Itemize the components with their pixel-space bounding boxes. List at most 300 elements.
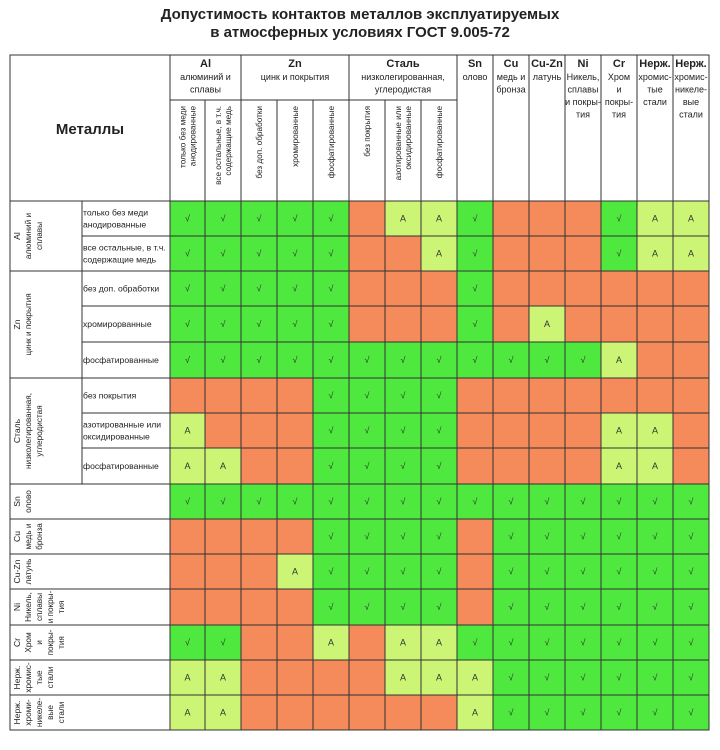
column-group-code: Нерж. xyxy=(639,58,671,70)
cell-mark: √ xyxy=(256,248,262,259)
row-group-code: Sn xyxy=(12,496,22,507)
cell-mark: √ xyxy=(508,672,514,683)
column-subheader: азотированные или xyxy=(394,106,403,181)
cell xyxy=(673,448,709,484)
cell-mark: √ xyxy=(256,496,262,507)
row-group-code: Нерж. xyxy=(12,700,22,725)
cell-mark: √ xyxy=(652,496,658,507)
cell-mark: √ xyxy=(400,390,406,401)
column-group-label: и xyxy=(616,84,622,95)
cell-mark: А xyxy=(435,213,443,224)
cell xyxy=(313,695,349,730)
cell xyxy=(457,519,493,554)
cell-mark: √ xyxy=(652,602,658,612)
cell-mark: √ xyxy=(328,425,334,436)
cell xyxy=(529,378,565,413)
row-label: только без меди xyxy=(83,207,149,218)
column-group-label: Никель, xyxy=(566,72,600,82)
column-group-code: Сталь xyxy=(386,58,420,70)
row-group-label: тые xyxy=(35,670,44,685)
row-group-label: покры- xyxy=(46,629,55,656)
cell-mark: √ xyxy=(508,355,514,365)
cell-mark: √ xyxy=(436,461,442,471)
cell-mark: √ xyxy=(220,355,226,365)
cell xyxy=(565,378,601,413)
cell-mark: √ xyxy=(508,531,514,542)
cell-mark: √ xyxy=(328,319,334,329)
cell-mark: √ xyxy=(364,390,370,401)
cell xyxy=(565,448,601,484)
cell-mark: А xyxy=(399,637,407,648)
cell xyxy=(601,271,637,306)
cell xyxy=(565,236,601,271)
cell-mark: А xyxy=(327,637,335,648)
cell xyxy=(349,695,385,730)
cell xyxy=(493,413,529,448)
cell-mark: √ xyxy=(436,566,442,577)
cell xyxy=(565,271,601,306)
column-group-label: тия xyxy=(575,109,591,120)
cell-mark: А xyxy=(399,213,407,224)
cell-mark: А xyxy=(219,672,227,683)
cell-mark: √ xyxy=(472,283,478,294)
cell xyxy=(385,236,421,271)
cell-mark: √ xyxy=(544,496,550,507)
cell xyxy=(529,201,565,236)
cell-mark: √ xyxy=(400,566,406,577)
cell-mark: А xyxy=(543,319,551,329)
cell-mark: √ xyxy=(652,566,658,577)
cell xyxy=(349,306,385,342)
cell-mark: А xyxy=(471,707,479,718)
row-group-code: Cu-Zn xyxy=(12,559,22,584)
cell xyxy=(637,306,673,342)
cell-mark: √ xyxy=(256,319,262,329)
title-line-2: в атмосферных условиях ГОСТ 9.005-72 xyxy=(210,24,510,41)
cell-mark: √ xyxy=(436,602,442,612)
cell xyxy=(457,448,493,484)
cell-mark: √ xyxy=(436,390,442,401)
row-label: оксидированные xyxy=(83,431,150,442)
cell xyxy=(493,236,529,271)
row-group-label: углеродистая xyxy=(35,405,44,457)
cell xyxy=(241,519,277,554)
row-group-code: Cr xyxy=(12,637,22,648)
row-label: хромирорванные xyxy=(83,319,152,329)
column-subheader: оксидированные xyxy=(404,106,413,170)
cell-mark: √ xyxy=(508,602,514,612)
cell xyxy=(457,589,493,625)
cell-mark: √ xyxy=(472,637,478,648)
column-subheader: без доп. обработки xyxy=(255,106,264,179)
column-group-code: Sn xyxy=(467,58,483,70)
row-label: все остальные, в т.ч. xyxy=(83,242,166,253)
cell-mark: √ xyxy=(436,425,442,436)
cell-mark: А xyxy=(651,213,659,224)
cell-mark: √ xyxy=(220,283,226,294)
cell xyxy=(673,271,709,306)
cell-mark: А xyxy=(219,461,227,471)
column-group-label: стали xyxy=(643,97,667,107)
cell-mark: √ xyxy=(364,566,370,577)
cell-mark: √ xyxy=(544,602,550,612)
row-group-label: алюминий и xyxy=(24,212,33,260)
column-subheader: содержащие медь xyxy=(224,106,233,176)
cell xyxy=(457,554,493,589)
column-group-label: латунь xyxy=(532,72,562,82)
cell xyxy=(313,660,349,695)
cell xyxy=(421,271,457,306)
cell-mark: А xyxy=(435,672,443,683)
cell xyxy=(277,660,313,695)
cell-mark: √ xyxy=(688,672,694,683)
corner-label: Металлы xyxy=(55,121,125,138)
cell xyxy=(529,448,565,484)
column-group-label: углеродистая xyxy=(374,84,432,95)
cell xyxy=(277,589,313,625)
cell-mark: √ xyxy=(508,707,514,718)
cell-mark: √ xyxy=(400,602,406,612)
cell xyxy=(241,660,277,695)
cell-mark: √ xyxy=(436,355,442,365)
row-group-label: низколегированная, xyxy=(24,392,33,470)
cell-mark: √ xyxy=(580,637,586,648)
cell-mark: √ xyxy=(472,248,478,259)
column-group-code: Нерж. xyxy=(675,58,707,70)
row-group-label: хроми- xyxy=(24,699,33,726)
cell-mark: √ xyxy=(472,496,478,507)
cell xyxy=(277,448,313,484)
column-group-label: олово xyxy=(462,72,488,82)
cell xyxy=(349,660,385,695)
cell-mark: √ xyxy=(508,566,514,577)
cell-mark: √ xyxy=(220,319,226,329)
cell xyxy=(565,306,601,342)
cell-mark: А xyxy=(184,707,191,718)
cell-mark: √ xyxy=(652,637,658,648)
cell xyxy=(349,236,385,271)
cell-mark: √ xyxy=(580,566,586,577)
cell-mark: √ xyxy=(185,319,190,329)
cell-mark: А xyxy=(184,461,191,471)
cell-mark: √ xyxy=(580,355,586,365)
column-group-label: низколегированная, xyxy=(361,72,445,82)
column-group-label: хромис- xyxy=(674,72,708,82)
cell-mark: √ xyxy=(436,531,442,542)
cell xyxy=(241,695,277,730)
cell xyxy=(170,519,205,554)
cell-mark: √ xyxy=(328,390,334,401)
cell-mark: √ xyxy=(508,637,514,648)
cell xyxy=(277,695,313,730)
cell xyxy=(457,378,493,413)
cell-mark: √ xyxy=(580,531,586,542)
cell xyxy=(601,378,637,413)
cell xyxy=(241,378,277,413)
cell xyxy=(205,589,241,625)
cell xyxy=(385,306,421,342)
cell xyxy=(457,413,493,448)
cell-mark: √ xyxy=(328,461,334,471)
row-group-label: вые xyxy=(46,705,55,720)
row-label: без доп. обработки xyxy=(83,283,160,294)
cell xyxy=(241,625,277,660)
column-group-code: Ni xyxy=(577,58,589,70)
cell-mark: √ xyxy=(364,355,370,365)
cell-mark: √ xyxy=(472,213,478,224)
cell-mark: А xyxy=(435,248,443,259)
column-group-label: никеле- xyxy=(675,84,707,95)
row-label: без покрытия xyxy=(83,390,137,401)
cell xyxy=(241,448,277,484)
cell-mark: √ xyxy=(292,496,298,507)
row-group-label: тия xyxy=(57,600,66,614)
row-group-label: никеле- xyxy=(35,697,44,728)
cell-mark: √ xyxy=(185,213,190,224)
cell xyxy=(385,271,421,306)
column-group-code: Al xyxy=(200,58,211,70)
row-group-label: и покры- xyxy=(46,590,55,624)
cell-mark: √ xyxy=(652,707,658,718)
cell-mark: √ xyxy=(400,425,406,436)
cell-mark: √ xyxy=(508,496,514,507)
cell-mark: √ xyxy=(364,425,370,436)
row-group-label: олово xyxy=(24,490,33,513)
cell-mark: √ xyxy=(185,637,190,648)
cell-mark: √ xyxy=(688,496,694,507)
cell-mark: √ xyxy=(652,672,658,683)
cell-mark: √ xyxy=(185,283,190,294)
cell xyxy=(170,378,205,413)
cell-mark: √ xyxy=(688,637,694,648)
cell-mark: √ xyxy=(616,602,622,612)
cell-mark: А xyxy=(615,425,623,436)
column-group-code: Cu-Zn xyxy=(531,58,563,70)
row-group-label: сплавы xyxy=(35,592,44,622)
cell-mark: √ xyxy=(688,707,694,718)
row-group-code: Al xyxy=(12,232,22,240)
cell-mark: √ xyxy=(616,637,622,648)
cell-mark: √ xyxy=(544,355,550,365)
column-subheader: анодированные xyxy=(188,106,198,167)
cell-mark: А xyxy=(651,461,659,471)
column-group-code: Cu xyxy=(503,58,519,70)
cell xyxy=(241,589,277,625)
row-group-code: Ni xyxy=(12,602,22,612)
cell xyxy=(565,413,601,448)
cell xyxy=(205,413,241,448)
cell-mark: √ xyxy=(328,496,334,507)
row-group-label: цинк и покрытия xyxy=(24,293,33,356)
column-group-label: вые xyxy=(682,97,700,107)
cell-mark: А xyxy=(687,213,695,224)
row-group-label: латунь xyxy=(24,558,33,585)
cell-mark: √ xyxy=(364,602,370,612)
cell-mark: А xyxy=(291,566,299,577)
cell-mark: √ xyxy=(220,637,226,648)
row-group-code: Zn xyxy=(12,319,22,330)
cell xyxy=(529,271,565,306)
cell xyxy=(637,378,673,413)
cell-mark: √ xyxy=(292,283,298,294)
cell-mark: √ xyxy=(400,496,406,507)
cell-mark: А xyxy=(184,672,191,683)
column-group-code: Zn xyxy=(288,58,302,70)
cell xyxy=(673,413,709,448)
cell-mark: √ xyxy=(328,213,334,224)
column-group-label: сплавы xyxy=(190,84,221,95)
column-group-label: сплавы xyxy=(567,84,599,95)
cell xyxy=(170,554,205,589)
cell-mark: √ xyxy=(364,531,370,542)
cell-mark: А xyxy=(687,248,695,259)
cell-mark: √ xyxy=(328,283,334,294)
column-subheader: только без меди xyxy=(178,106,188,168)
row-label: фосфатированные xyxy=(83,355,159,365)
cell-mark: √ xyxy=(544,637,550,648)
cell-mark: √ xyxy=(328,566,334,577)
cell-mark: √ xyxy=(400,531,406,542)
cell-mark: √ xyxy=(185,355,190,365)
cell-mark: √ xyxy=(292,248,298,259)
row-group-label: и xyxy=(35,640,44,645)
cell xyxy=(493,201,529,236)
cell-mark: √ xyxy=(256,283,262,294)
cell xyxy=(170,589,205,625)
cell-mark: А xyxy=(184,425,191,436)
cell-mark: √ xyxy=(400,355,406,365)
cell xyxy=(673,342,709,378)
cell-mark: √ xyxy=(364,461,370,471)
cell-mark: √ xyxy=(616,672,622,683)
column-subheader: без покрытия xyxy=(363,106,372,157)
row-group-label: тия xyxy=(57,636,66,649)
cell-mark: √ xyxy=(292,355,298,365)
cell xyxy=(421,306,457,342)
cell-mark: √ xyxy=(185,496,190,507)
cell xyxy=(493,306,529,342)
row-group-code: Нерж. xyxy=(12,665,22,690)
row-group-label: медь и xyxy=(24,523,33,550)
column-group-label: хромис- xyxy=(638,72,672,82)
cell xyxy=(205,378,241,413)
column-group-label: бронза xyxy=(496,84,526,95)
cell xyxy=(277,378,313,413)
row-group-label: Никель, xyxy=(24,592,33,622)
cell-mark: √ xyxy=(292,319,298,329)
cell xyxy=(277,519,313,554)
column-group-code: Cr xyxy=(612,58,626,70)
cell-mark: √ xyxy=(328,531,334,542)
column-subheader: фосфатированные xyxy=(327,106,336,179)
column-group-label: медь и xyxy=(496,72,526,82)
cell-mark: А xyxy=(399,672,407,683)
cell-mark: √ xyxy=(544,672,550,683)
cell-mark: √ xyxy=(256,355,262,365)
cell-mark: √ xyxy=(616,496,622,507)
cell xyxy=(673,306,709,342)
cell-mark: А xyxy=(615,461,623,471)
cell-mark: А xyxy=(651,248,659,259)
cell-mark: √ xyxy=(616,566,622,577)
cell xyxy=(637,271,673,306)
cell-mark: √ xyxy=(580,672,586,683)
cell-mark: √ xyxy=(256,213,262,224)
cell-mark: √ xyxy=(688,602,694,612)
cell-mark: √ xyxy=(328,355,334,365)
cell-mark: √ xyxy=(472,355,478,365)
cell-mark: √ xyxy=(616,707,622,718)
cell-mark: √ xyxy=(185,248,190,259)
cell xyxy=(601,306,637,342)
row-label: содержащие медь xyxy=(83,254,157,265)
cell-mark: √ xyxy=(220,496,226,507)
cell xyxy=(493,448,529,484)
cell xyxy=(241,554,277,589)
cell-mark: √ xyxy=(400,461,406,471)
cell-mark: √ xyxy=(220,248,226,259)
cell xyxy=(205,519,241,554)
cell-mark: √ xyxy=(544,707,550,718)
row-group-label: стали xyxy=(57,701,66,724)
cell-mark: √ xyxy=(472,319,478,329)
column-group-label: тые xyxy=(647,84,663,95)
cell xyxy=(205,554,241,589)
column-subheader: все остальные, в т.ч. xyxy=(214,106,223,185)
cell xyxy=(241,413,277,448)
cell xyxy=(277,625,313,660)
cell xyxy=(277,413,313,448)
cell xyxy=(565,201,601,236)
column-group-label: алюминий и xyxy=(180,72,231,82)
row-group-code: Сталь xyxy=(12,418,22,444)
row-group-label: сплавы xyxy=(35,221,44,251)
cell xyxy=(385,695,421,730)
cell-mark: √ xyxy=(436,496,442,507)
cell xyxy=(349,201,385,236)
column-group-label: тия xyxy=(611,109,627,120)
row-group-label: бронза xyxy=(35,523,44,550)
cell xyxy=(349,271,385,306)
row-group-label: хромис- xyxy=(24,662,33,693)
cell-mark: А xyxy=(615,355,623,365)
cell-mark: √ xyxy=(616,531,622,542)
cell-mark: √ xyxy=(364,496,370,507)
cell-mark: √ xyxy=(688,531,694,542)
cell-mark: √ xyxy=(616,213,622,224)
column-group-label: стали xyxy=(679,109,703,120)
cell-mark: А xyxy=(651,425,659,436)
row-label: анодированные xyxy=(83,219,147,230)
cell xyxy=(421,695,457,730)
cell xyxy=(529,236,565,271)
column-group-label: цинк и покрытия xyxy=(260,72,330,82)
cell-mark: А xyxy=(471,672,479,683)
cell-mark: √ xyxy=(616,248,622,259)
cell-mark: А xyxy=(219,707,227,718)
column-group-label: и покры- xyxy=(565,97,601,107)
cell-mark: √ xyxy=(544,531,550,542)
cell-mark: А xyxy=(435,637,443,648)
row-group-label: стали xyxy=(46,666,55,689)
cell-mark: √ xyxy=(328,602,334,612)
column-subheader: хромированные xyxy=(291,106,300,167)
column-group-label: покры- xyxy=(604,97,634,107)
cell-mark: √ xyxy=(328,248,334,259)
cell-mark: √ xyxy=(652,531,658,542)
row-group-code: Cu xyxy=(12,531,22,542)
cell-mark: √ xyxy=(220,213,226,224)
